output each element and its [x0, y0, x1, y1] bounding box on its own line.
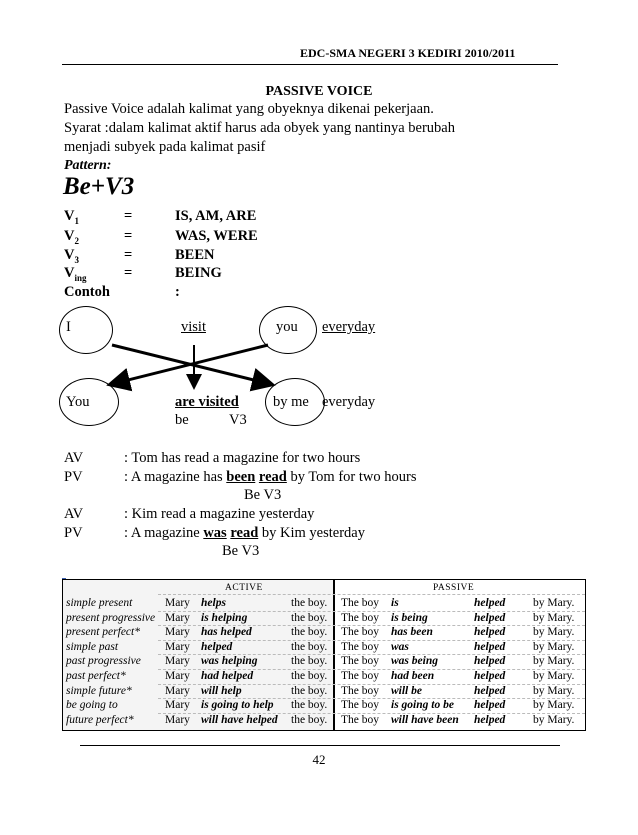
verb-form-symbol: $V_2$ [64, 228, 79, 246]
cell-p-aux: is being [391, 611, 428, 624]
verb-form-symbol: $V_3$ [64, 247, 79, 265]
page-title: PASSIVE VOICE [265, 84, 373, 99]
cell-subject: Mary [165, 640, 190, 653]
example-row [64, 525, 564, 543]
header-rule [158, 594, 585, 595]
cell-p-pp: helped [474, 684, 506, 697]
example-row [64, 450, 564, 468]
cell-tense: past progressive [66, 655, 141, 668]
table-row [63, 670, 585, 684]
diagram-v3-note: V3 [229, 412, 247, 428]
footer-rule [80, 745, 560, 746]
equals-sign: = [124, 247, 133, 263]
example-be-word: was [203, 525, 227, 541]
diagram-active-object: you [276, 319, 298, 335]
cell-p-pp: helped [474, 699, 506, 712]
cell-subject: Mary [165, 713, 190, 726]
cell-tense: present progressive [66, 611, 156, 624]
cell-p-agent: by Mary. [533, 611, 575, 624]
verb-form-value: WAS, WERE [175, 228, 258, 244]
equals-sign: = [124, 265, 133, 281]
cell-p-subject: The boy [341, 655, 380, 668]
example-v3-word: read [258, 469, 287, 485]
cell-p-pp: helped [474, 640, 506, 653]
pattern-label: Pattern: [64, 158, 112, 173]
cell-verb: helped [201, 640, 233, 653]
cell-subject: Mary [165, 684, 190, 697]
cell-p-subject: The boy [341, 611, 380, 624]
page-header: EDC-SMA NEGERI 3 KEDIRI 2010/2011 [300, 46, 516, 60]
diagram-passive-time: everyday [322, 394, 376, 410]
verb-form-value: IS, AM, ARE [175, 208, 257, 224]
cell-p-aux: will be [391, 684, 422, 697]
passive-header: PASSIVE [433, 583, 475, 593]
cell-tense: simple present [66, 597, 133, 609]
example-key: PV [64, 525, 83, 541]
cell-object: the boy. [291, 670, 328, 682]
table-row [63, 655, 585, 669]
cell-verb: will have helped [201, 713, 278, 726]
cell-tense: future perfect* [66, 713, 134, 726]
cell-object: the boy. [291, 597, 328, 609]
cell-p-agent: by Mary. [533, 640, 575, 653]
cell-p-pp: helped [474, 713, 506, 726]
cell-verb: had helped [201, 670, 254, 682]
cell-object: the boy. [291, 713, 328, 726]
example-be-word: been [226, 469, 256, 485]
example-sentence: : A magazine has been read by Tom for two hours [124, 469, 417, 485]
cell-p-subject: The boy [341, 699, 380, 712]
cell-p-aux: is [391, 597, 399, 609]
contoh-label: Contoh [64, 284, 110, 300]
cell-p-pp: helped [474, 611, 506, 624]
cell-p-pp: helped [474, 597, 506, 609]
cell-p-aux: was being [391, 655, 438, 668]
example-row [64, 506, 564, 524]
cell-verb: is going to help [201, 699, 274, 712]
example-note: Be V3 [244, 487, 282, 503]
table-row [63, 699, 585, 713]
cell-tense: simple future* [66, 684, 132, 697]
cell-p-subject: The boy [341, 640, 380, 653]
cell-p-aux: is going to be [391, 699, 454, 712]
cell-p-subject: The boy [341, 713, 380, 726]
table-row [63, 626, 585, 640]
page-number: 42 [312, 752, 326, 767]
cell-object: the boy. [291, 684, 328, 697]
cell-p-subject: The boy [341, 670, 380, 682]
cell-p-pp: helped [474, 626, 506, 639]
cell-tense: simple past [66, 640, 119, 653]
verb-form-value: BEING [175, 265, 222, 281]
cell-subject: Mary [165, 670, 190, 682]
example-sentence: : A magazine was read by Kim yesterday [124, 525, 365, 541]
equals-sign: = [124, 208, 133, 224]
table-row [63, 714, 585, 728]
verb-form-value: BEEN [175, 247, 215, 263]
table-row [63, 685, 585, 699]
cell-p-pp: helped [474, 655, 506, 668]
verb-form-symbol: $V_1$ [64, 208, 79, 226]
diagram-passive-agent: by me [273, 394, 309, 410]
cell-p-agent: by Mary. [533, 684, 575, 697]
cell-verb: has helped [201, 626, 252, 639]
cell-p-subject: The boy [341, 626, 380, 639]
cell-verb: helps [201, 597, 226, 609]
cell-subject: Mary [165, 699, 190, 712]
verb-form-symbol: $V_{ing}$ [64, 265, 87, 283]
active-header: ACTIVE [225, 583, 263, 593]
cell-p-subject: The boy [341, 597, 380, 609]
diagram-passive-subject: You [66, 394, 90, 410]
cell-p-agent: by Mary. [533, 655, 575, 668]
cell-object: the boy. [291, 611, 328, 624]
cell-p-agent: by Mary. [533, 626, 575, 639]
cell-subject: Mary [165, 626, 190, 639]
cell-object: the boy. [291, 699, 328, 712]
example-key: AV [64, 450, 84, 466]
intro-line-3: menjadi subyek pada kalimat pasif [64, 139, 266, 155]
contoh-colon: : [175, 284, 180, 300]
cell-p-aux: will have been [391, 713, 459, 726]
cell-p-subject: The boy [341, 684, 380, 697]
cell-object: the boy. [291, 640, 328, 653]
cell-tense: past perfect* [66, 670, 126, 682]
cell-tense: be going to [66, 699, 118, 712]
intro-line-2: Syarat :dalam kalimat aktif harus ada obyek yang nantinya berubah [64, 120, 455, 136]
cell-p-aux: has been [391, 626, 433, 639]
example-key: PV [64, 469, 83, 485]
cell-p-agent: by Mary. [533, 713, 575, 726]
example-note: Be V3 [222, 543, 260, 559]
table-row [63, 641, 585, 655]
cell-p-aux: had been [391, 670, 435, 682]
cell-object: the boy. [291, 655, 328, 668]
cell-tense: present perfect* [66, 626, 140, 639]
tense-table [62, 579, 586, 731]
example-row [64, 469, 564, 487]
intro-line-1: Passive Voice adalah kalimat yang obyeknya dikenai pekerjaan. [64, 101, 434, 117]
cell-subject: Mary [165, 655, 190, 668]
pattern-formula: Be+V3 [63, 173, 135, 200]
cell-verb: is helping [201, 611, 248, 624]
diagram-be-note: be [175, 412, 189, 428]
example-key: AV [64, 506, 84, 522]
cell-p-pp: helped [474, 670, 506, 682]
table-row [63, 597, 585, 611]
diagram-active-time: everyday [322, 319, 376, 335]
cell-subject: Mary [165, 597, 190, 609]
cell-object: the boy. [291, 626, 328, 639]
diagram-passive-verb: are visited [175, 394, 239, 410]
cell-p-agent: by Mary. [533, 597, 575, 609]
diagram-active-subject: I [66, 319, 71, 335]
diagram-active-verb: visit [181, 319, 206, 335]
equals-sign: = [124, 228, 133, 244]
cell-p-agent: by Mary. [533, 699, 575, 712]
example-v3-word: read [230, 525, 259, 541]
example-sentence: : Kim read a magazine yesterday [124, 506, 315, 522]
example-sentence: : Tom has read a magazine for two hours [124, 450, 361, 466]
cell-verb: will help [201, 684, 242, 697]
cell-p-agent: by Mary. [533, 670, 575, 682]
table-row [63, 612, 585, 626]
cell-verb: was helping [201, 655, 258, 668]
cell-subject: Mary [165, 611, 190, 624]
cell-p-aux: was [391, 640, 409, 653]
